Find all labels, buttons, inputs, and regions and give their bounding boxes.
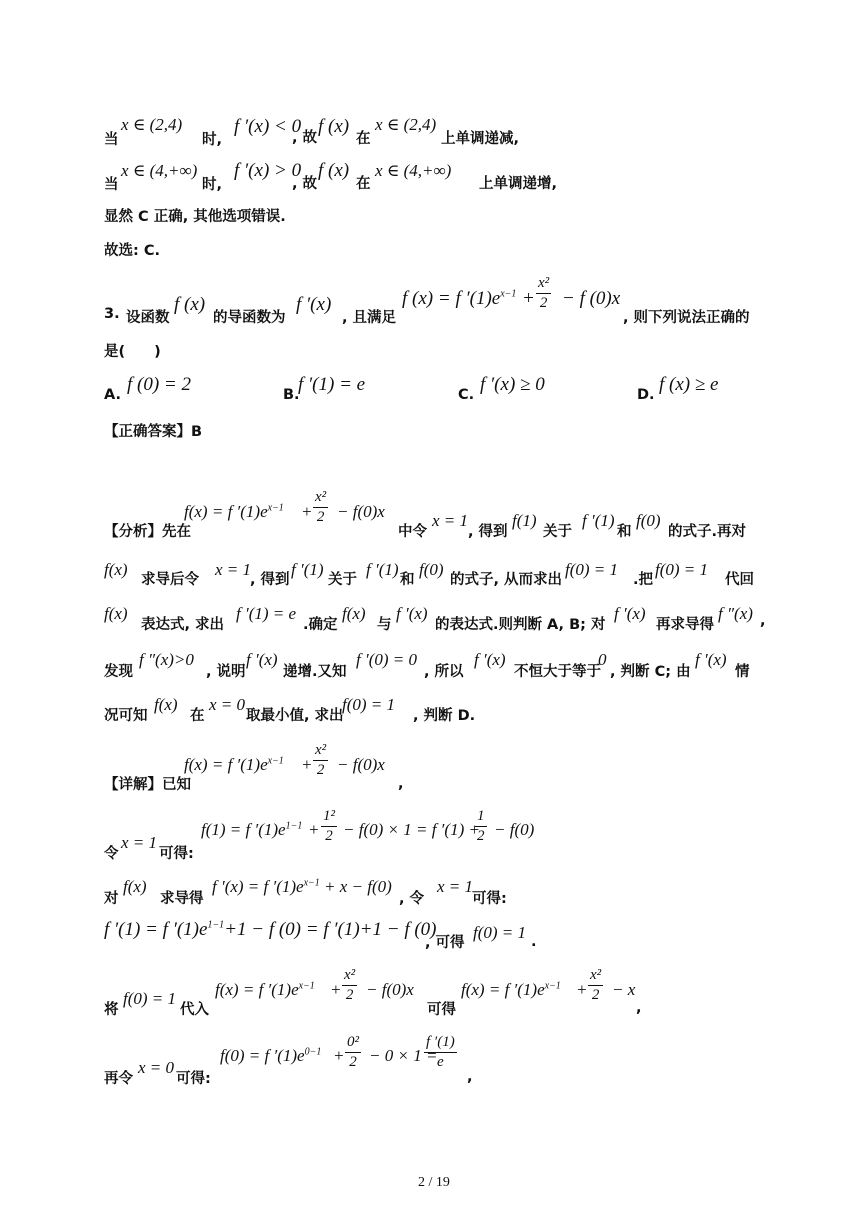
text: 再令	[104, 1071, 133, 1087]
math: f ′(1)	[582, 511, 615, 530]
math: f(x)	[342, 604, 366, 623]
text: , 说明	[206, 664, 246, 680]
math: f(0) = 1	[655, 560, 709, 579]
math: f ′(1) = f $'(1)e^{1-1}+1 - f$ (0) = f ′(1)+1 − f (0)	[104, 919, 437, 940]
question-number: 3.	[104, 306, 120, 322]
math: f ′(1)	[291, 560, 324, 579]
text: 的导函数为	[213, 310, 286, 326]
math: +	[308, 820, 320, 839]
math: f(x) = f $'(1)e^{x-1}$	[461, 980, 561, 999]
text: 递增.又知	[283, 664, 347, 680]
text: 关于	[328, 572, 357, 588]
text: 和	[617, 524, 632, 540]
text: , 令	[399, 891, 425, 907]
fraction: $\frac{1}{2}$	[477, 808, 485, 844]
math: − f(0)x	[337, 502, 385, 521]
math: f(x)	[104, 560, 128, 579]
math: f(0) = 1	[473, 923, 527, 942]
math: x = 0	[138, 1058, 175, 1077]
math: − x	[612, 980, 636, 999]
option-c-label: C.	[458, 387, 475, 403]
text: 代入	[180, 1002, 209, 1018]
math: − f (0)x	[562, 288, 621, 309]
math: f ′(x)	[695, 650, 727, 669]
text: , 故	[292, 176, 318, 192]
option-d-label: D.	[637, 387, 655, 403]
math: x ∈ (4,+∞)	[375, 161, 452, 180]
math: f ′(1) = e	[236, 604, 297, 623]
math: f (x)	[318, 160, 350, 181]
fraction: $\frac{\text{x²}}{2}$	[538, 275, 550, 311]
math: f ′(1)	[366, 560, 399, 579]
option-b-label: B.	[283, 387, 300, 403]
text: 是( )	[104, 344, 161, 360]
fraction: $\frac{\text{x²}}{2}$	[344, 967, 356, 1003]
text: ,	[760, 613, 766, 629]
math: +	[333, 1046, 345, 1065]
page-number: 2 / 19	[418, 1175, 450, 1190]
math: f ′(x)	[246, 650, 278, 669]
text: .	[531, 934, 537, 950]
math: f(x)	[123, 877, 147, 896]
math: − 0 × 1 =	[369, 1046, 438, 1065]
text: , 所以	[424, 664, 464, 680]
math: f(0) = f $'(1)e^{0-1}$	[220, 1046, 322, 1065]
text: ,	[467, 1069, 473, 1085]
math: f(0) = 1	[565, 560, 619, 579]
math: f(0)	[419, 560, 444, 579]
math: f ′(x) < 0	[234, 116, 302, 137]
text: 令	[104, 846, 119, 862]
math: f ′(x) = f $'(1)e^{x-1} + x - f(0)$	[212, 877, 392, 896]
math: f ′(0) = 0	[356, 650, 417, 669]
text: 可得:	[176, 1071, 211, 1087]
math: 0	[598, 650, 607, 669]
text: 与	[377, 617, 392, 633]
text: 求导得	[160, 891, 204, 907]
math: f (x)	[318, 116, 350, 137]
math: f(x) = f $'(1)e^{x-1}$	[215, 980, 315, 999]
answer: 【正确答案】B	[104, 424, 203, 440]
text: 上单调递减,	[441, 131, 520, 147]
text: ,	[636, 1000, 642, 1016]
math: f ′(x)	[296, 294, 332, 315]
text: 当	[104, 132, 119, 148]
text: .确定	[303, 617, 338, 633]
math: f ′(x) > 0	[234, 160, 302, 181]
fraction: $\frac{\text{1²}}{2}$	[323, 808, 335, 844]
math: f(1) = f $'(1)e^{1-1}$	[201, 820, 303, 839]
text: 上单调递增,	[479, 176, 558, 192]
fraction: $\frac{f '(1)}{e}$	[426, 1034, 455, 1070]
text: 中令	[398, 524, 427, 540]
math: f(x)	[154, 695, 178, 714]
math: f(x)	[104, 604, 128, 623]
math: − f(0)	[494, 820, 535, 839]
text: 代回	[725, 572, 754, 588]
text: , 判断 D.	[413, 708, 476, 724]
text: 当	[104, 177, 119, 193]
fraction: $\frac{\text{x²}}{2}$	[590, 967, 602, 1003]
text: 在	[190, 708, 205, 724]
text: 取最小值, 求出	[246, 708, 344, 724]
option-d: f (x) ≥ e	[659, 374, 719, 395]
math: f ″(x)>0	[139, 650, 194, 669]
text: 可得:	[159, 846, 194, 862]
math: x = 0	[209, 695, 246, 714]
math: +	[576, 980, 588, 999]
text: 在	[356, 176, 371, 192]
option-a-label: A.	[104, 387, 121, 403]
math: x ∈ (2,4)	[121, 115, 183, 134]
text: 再求导得	[656, 617, 714, 633]
text: 的式子, 从而求出	[450, 572, 563, 588]
math: x ∈ (2,4)	[375, 115, 437, 134]
text: 表达式, 求出	[141, 617, 225, 633]
text: 时,	[202, 177, 223, 193]
math: f(1)	[512, 511, 537, 530]
text: ,	[398, 776, 404, 792]
math: x ∈ (4,+∞)	[121, 161, 198, 180]
text: 可得:	[472, 891, 507, 907]
text: 【详解】已知	[104, 777, 191, 793]
text: , 且满足	[342, 310, 397, 326]
text: , 判断 C; 由	[610, 664, 691, 680]
math: x = 1	[432, 511, 469, 530]
text: 【分析】先在	[104, 524, 191, 540]
math: x = 1	[121, 833, 158, 852]
math: f ′(x)	[396, 604, 428, 623]
text: 的表达式.则判断 A, B; 对	[435, 617, 606, 633]
math: f ′(x)	[614, 604, 646, 623]
fraction: $\frac{\text{x²}}{2}$	[315, 489, 327, 525]
math: f(x) = f $'(1)e^{x-1}$	[184, 755, 284, 774]
text: .把	[633, 572, 654, 588]
text: 情	[735, 664, 750, 680]
math: +	[301, 502, 313, 521]
text: , 得到	[468, 524, 508, 540]
math: f ″(x)	[718, 604, 753, 623]
text: 显然 C 正确, 其他选项错误.	[104, 209, 286, 225]
math: x = 1	[437, 877, 474, 896]
text: , 得到	[250, 572, 290, 588]
text: 故选: C.	[104, 243, 160, 259]
text: 在	[356, 131, 371, 147]
text: 时,	[202, 132, 223, 148]
text: 的式子.再对	[668, 524, 747, 540]
math: f(0) = 1	[123, 989, 177, 1008]
math: f ′(x)	[474, 650, 506, 669]
math: f(0) = 1	[342, 695, 396, 714]
math: f (x) = f $'(1)e^{x-1}$	[402, 288, 517, 309]
math: +	[301, 755, 313, 774]
math: − f(0) × 1 = f ′(1) +	[343, 820, 480, 839]
text: 可得	[427, 1002, 456, 1018]
math: x = 1	[215, 560, 252, 579]
text: 对	[104, 891, 119, 907]
math: +	[522, 288, 535, 309]
text: , 可得	[425, 935, 465, 951]
text: 不恒大于等于	[514, 664, 601, 680]
text: , 则下列说法正确的	[623, 310, 750, 326]
math: f(0)	[636, 511, 661, 530]
math: +	[330, 980, 342, 999]
fraction: $\frac{\text{x²}}{2}$	[315, 742, 327, 778]
text: 关于	[543, 524, 572, 540]
math: f(x) = f $'(1)e^{x-1}$	[184, 502, 284, 521]
option-a: f (0) = 2	[127, 374, 192, 395]
text: 和	[400, 572, 415, 588]
text: , 故	[292, 130, 318, 146]
text: 设函数	[126, 310, 170, 326]
text: 发现	[104, 664, 133, 680]
math: − f(0)x	[366, 980, 414, 999]
math: − f(0)x	[337, 755, 385, 774]
fraction: $\frac{\text{0²}}{2}$	[347, 1034, 359, 1070]
option-c: f ′(x) ≥ 0	[480, 374, 545, 395]
text: 求导后令	[141, 572, 199, 588]
math: f (x)	[174, 294, 206, 315]
text: 将	[104, 1002, 119, 1018]
option-b: f ′(1) = e	[298, 374, 366, 395]
text: 况可知	[104, 708, 148, 724]
